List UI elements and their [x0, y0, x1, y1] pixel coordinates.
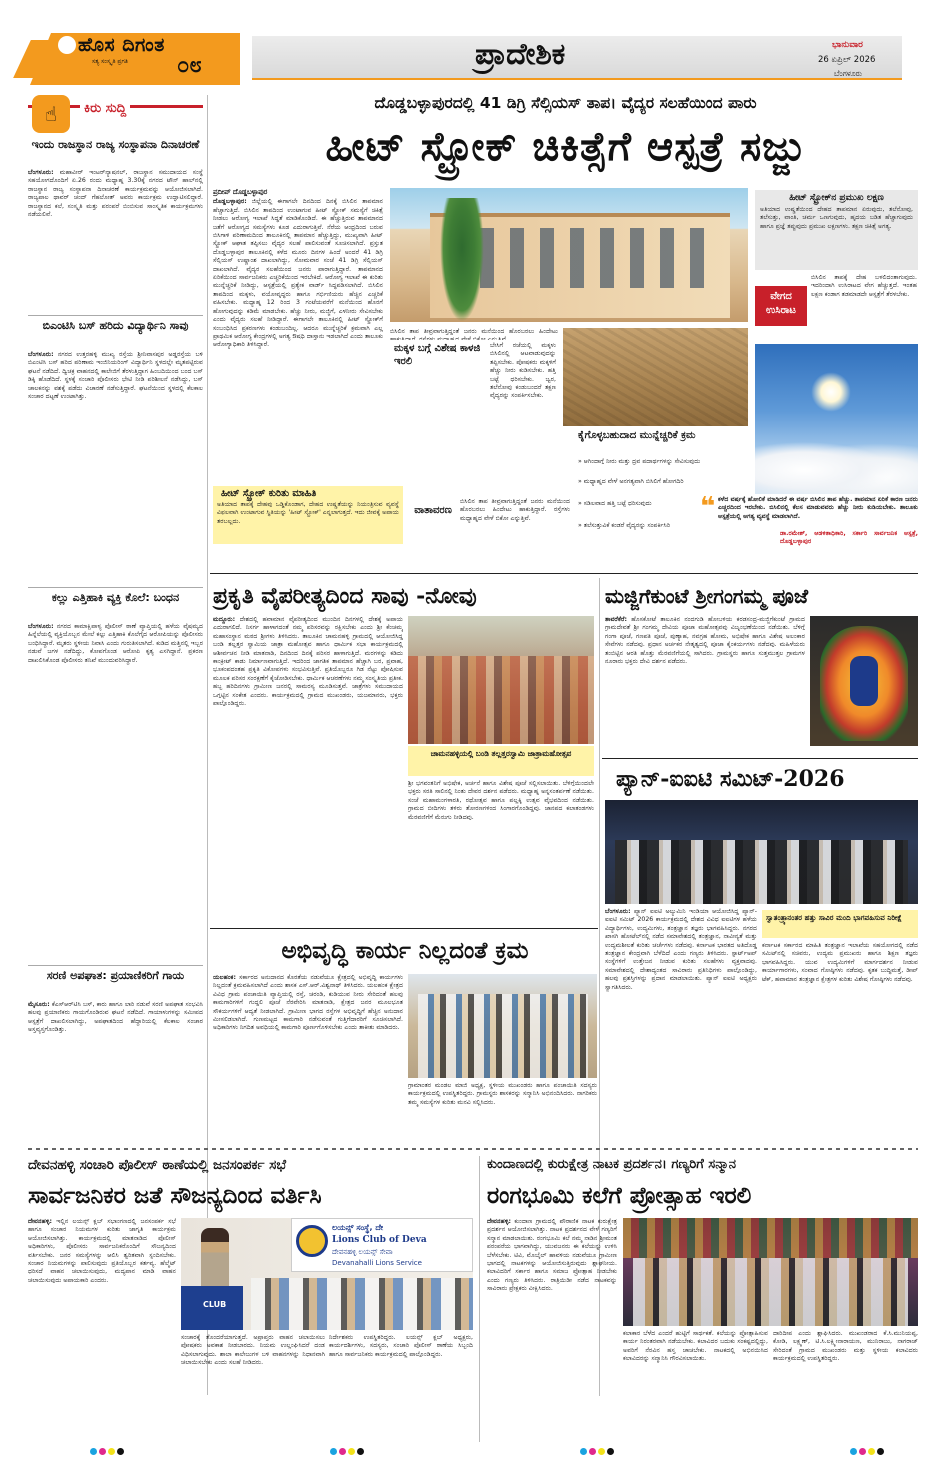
- story4-body: ಪ್ಯಾನ್ ಐಐಟಿ ಅಲ್ಯುಮಿನಿ ಇಂಡಿಯಾ ಆಯೋಜಿಸಿದ್ದ ಪ್ಯಾನ್-ಐಐಟಿ ಸಮಿಟ್ 2026 ಕಾರ್ಯಕ್ರಮದಲ್ಲಿ ದೇಶದ ವಿವಿಧ ಐಐಟಿಗಳ ಹಳೆಯ ವಿದ್ಯಾರ್ಥಿಗಳು, ಉದ್ಯಮಿಗಳು, ತಂತ್ರಜ್ಞಾನ ತಜ್ಞರು ಭಾಗವಹಿಸಿದ್ದರು. ನಗರದ ಖಾಸಗಿ ಹೋಟೆಲ್‌ನಲ್ಲಿ ನಡೆದ ಸಮಾವೇಶದಲ್ಲಿ ತಂತ್ರಜ್ಞಾನ, ನಾವೀನ್ಯತೆ ಮತ್ತು ಉದ್ಯಮಶೀಲತೆ ಕುರಿತು ಚರ್ಚೆಗಳು ನಡೆದವು. ಕರ್ನಾಟಕ ಭಾರತದ ಅತಿದೊಡ್ಡ ತಂತ್ರಜ್ಞಾನ ಕೇಂದ್ರವಾಗಿ ಬೆಳೆದಿದೆ ಎಂದು ಗಣ್ಯರು ತಿಳಿಸಿದರು. ಸ್ಟಾರ್ಟ್‌ಅಪ್ ಸಂಸ್ಥೆಗಳಿಗೆ ಉತ್ತೇಜನ ನೀಡುವ ಕುರಿತು ಸಲಹೆಗಳು ವ್ಯಕ್ತವಾದವು. ಸಮಾವೇಶದಲ್ಲಿ ದೇಶಾದ್ಯಂತದ ಸಾವಿರಾರು ಪ್ರತಿನಿಧಿಗಳು ಪಾಲ್ಗೊಂಡಿದ್ದು, ಹಲವು ಪ್ರಶಸ್ತಿಗಳನ್ನು ಪ್ರದಾನ ಮಾಡಲಾಯಿತು. ಪ್ಯಾನ್ ಐಐಟಿ ಅಧ್ಯಕ್ಷರು ಸ್ವಾಗತಿಸಿದರು.: [605, 908, 757, 991]
- festival-caption-text: ಚಾಮನಹಳ್ಳಿಯಲ್ಲಿ ಬಂಡಿ ತಲ್ಲತ್ತರಸ್ವಾಮಿ ಜಾತ್ರಾಮಹೋತ್ಸವ: [430, 749, 572, 758]
- lions-logo-icon: [296, 1225, 328, 1257]
- brief-2-title: ಬಿಎಂಟಿಸಿ ಬಸ್ ಹರಿದು ವಿದ್ಯಾರ್ಥಿನಿ ಸಾವು: [42, 319, 189, 332]
- summit-highlight-text: ಸ್ವಾತಂತ್ರ್ಯಾನಂತರ ಹತ್ತು ಸಾವಿರ ಮಂದಿ ಭಾಗವಹಿಸುವ ನಿರೀಕ್ಷೆ: [766, 913, 902, 922]
- black-dot: [877, 1448, 884, 1455]
- lead-byline: ಪ್ರದೀಪ್ ದೊಡ್ಡಬಳ್ಳಾಪುರ: [213, 188, 268, 196]
- brief-2-body: [28, 351, 203, 651]
- lead-dateline: ದೊಡ್ಡಬಳ್ಳಾಪುರ:: [213, 198, 247, 206]
- story3-body: ಹೊಸಕೋಟೆ ತಾಲೂಕಿನ ನಂದಗುಡಿ ಹೋಬಳಿಯ ಕರಡಸಂದ್ರ-ಮಜ್ಜಿಗೆಕುಂಟೆ ಗ್ರಾಮದ ಗ್ರಾಮದೇವತೆ ಶ್ರೀ ಗಂಗಮ್ಮ ದೇವಿಯ ಪೂಜಾ ಮಹೋತ್ಸವವು ವಿಜೃಂಭಣೆಯಿಂದ ನಡೆಯಿತು. ಬೆಳಿಗ್ಗೆ ಗಂಗಾ ಪೂಜೆ, ಗಣಪತಿ ಪೂಜೆ, ಪುಣ್ಯಾಹ, ನವಗ್ರಹ ಹೋಮ, ಅಭಿಷೇಕ ಹಾಗೂ ವಿಶೇಷ ಅಲಂಕಾರ ಸೇವೆಗಳು ನಡೆದವು. ಪ್ರಧಾನ ಅರ್ಚಕರ ನೇತೃತ್ವದಲ್ಲಿ ಪೂಜಾ ಕೈಂಕರ್ಯಗಳು ನಡೆದವು. ಮಹಿಳೆಯರು ತಂಬಿಟ್ಟಿನ ಆರತಿ ಹೊತ್ತು ಮೆರವಣಿಗೆಯಲ್ಲಿ ಸಾಗಿದರು. ಗ್ರಾಮಸ್ಥರು ಹಾಗೂ ಸುತ್ತಮುತ್ತಲ ಗ್ರಾಮಗಳ ನೂರಾರು ಭಕ್ತರು ದೇವಿ ದರ್ಶನ ಪಡೆದರು.: [605, 616, 805, 666]
- registration-marks-center2: [580, 1440, 616, 1459]
- brief-header: [28, 93, 203, 133]
- symptoms-body: ಅತಿಯಾದ ಉಷ್ಣತೆಯಿಂದ ದೇಹದ ತಾಪಮಾನ ಏರುವುದು, ತಲೆನೋವು, ತಲೆಸುತ್ತು, ವಾಂತಿ, ಚರ್ಮ ಒಣಗುವುದು, ಹೃದಯ ಬಡಿತ ಹೆಚ್ಚಾಗುವುದು ಹಾಗೂ ಪ್ರಜ್ಞೆ ತಪ್ಪುವುದು ಪ್ರಮುಖ ಲಕ್ಷಣಗಳು. ತಕ್ಷಣ ಚಿಕಿತ್ಸೆ ಅಗತ್ಯ.: [760, 206, 913, 230]
- clouds: [755, 434, 918, 494]
- festival-caption: [408, 746, 594, 776]
- quote-body: ಕಳೆದ ವರ್ಷಕ್ಕೆ ಹೋಲಿಕೆ ಮಾಡಿದರೆ ಈ ವರ್ಷ ಬಿಸಿಲಿನ ತಾಪ ಹೆಚ್ಚು. ತಾಪಮಾನ ಏರಿಕೆ ಕಾರಣ ಜನರು ಎಚ್ಚರದಿಂದ ಇರಬೇಕು. ಬಿಸಿಲಿನಲ್ಲಿ ಕೆಲಸ ಮಾಡುವವರು ಹೆಚ್ಚು ನೀರು ಕುಡಿಯಬೇಕು. ತಾಲೂಕು ಆಸ್ಪತ್ರೆಯಲ್ಲಿ ಅಗತ್ಯ ವ್ಯವಸ್ಥೆ ಮಾಡಲಾಗಿದೆ.: [718, 496, 918, 520]
- hospital-windows: [450, 228, 710, 288]
- story5-headline: ಅಭಿವೃದ್ಧಿ ಕಾರ್ಯ ನಿಲ್ಲದಂತೆ ಕ್ರಮ: [281, 937, 529, 964]
- story2-col1: [213, 616, 403, 926]
- brief-3-text: ನಗರದ ಕಾಮಾಕ್ಷಿಪಾಳ್ಯ ಪೊಲೀಸ್ ಠಾಣೆ ವ್ಯಾಪ್ತಿಯಲ್ಲಿ ಹಳೆಯ ವೈಷಮ್ಯದ ಹಿನ್ನೆಲೆಯಲ್ಲಿ ವ್ಯಕ್ತಿಯೊಬ್ಬನ ಮೇಲೆ ಕಲ್ಲು ಎತ್ತಿಹಾಕಿ ಕೊಲೆಗೈದ ಆರೋಪಿಯನ್ನು ಪೊಲೀಸರು ಬಂಧಿಸಿದ್ದಾರೆ. ಮೃತರು ಸ್ಥಳೀಯ ನಿವಾಸಿ ಎಂದು ಗುರುತಿಸಲಾಗಿದೆ. ಕುಡಿದ ಮತ್ತಿನಲ್ಲಿ ಇಬ್ಬರ ನಡುವೆ ಜಗಳ ನಡೆದಿದ್ದು, ಕೋಪಗೊಂಡ ಆರೋಪಿ ಕೃತ್ಯ ಎಸಗಿದ್ದಾನೆ. ಪ್ರಕರಣ ದಾಖಲಿಸಿಕೊಂಡ ಪೊಲೀಸರು ತನಿಖೆ ಮುಂದುವರಿಸಿದ್ದಾರೆ.: [28, 623, 203, 664]
- stage-backdrop: [623, 1218, 918, 1258]
- page-number: ೦೮: [177, 52, 202, 78]
- atmosphere-label: ವಾತಾವರಣ: [414, 505, 452, 516]
- lions-banner: [291, 1218, 473, 1272]
- brief-1-title: ಇಂದು ರಾಜಸ್ಥಾನ ರಾಜ್ಯ ಸಂಸ್ಥಾಪನಾ ದಿನಾಚರಣೆ: [31, 138, 200, 151]
- breathing-tag: [755, 272, 918, 344]
- info-box-title: ಹೀಟ್ ಸ್ಟ್ರೋಕ್ ಕುರಿತು ಮಾಹಿತಿ: [221, 488, 317, 499]
- yellow-dot: [868, 1448, 875, 1455]
- sun-icon: [811, 372, 851, 412]
- story2-dateline: ಮದ್ದೂರು:: [213, 616, 236, 623]
- brief-4-title: ಸರಣಿ ಅಪಘಾತ: ಪ್ರಯಾಣಿಕರಿಗೆ ಗಾಯ: [46, 969, 185, 982]
- story2-headline: ಪ್ರಕೃತಿ ವೈಪರೀತ್ಯದಿಂದ ಸಾವು -ನೋವು: [213, 583, 477, 609]
- story5-body: ಸರ್ಕಾರದ ಅನುದಾನದ ಕೊರತೆಯ ನಡುವೆಯೂ ಕ್ಷೇತ್ರದಲ್ಲಿ ಅಭಿವೃದ್ಧಿ ಕಾರ್ಯಗಳು ನಿಲ್ಲದಂತೆ ಕ್ರಮವಹಿಸಲಾಗಿದೆ ಎಂದು ಶಾಸಕ ಎಸ್.ಆರ್.ವಿಶ್ವನಾಥ್ ತಿಳಿಸಿದರು. ಯಲಹಂಕ ಕ್ಷೇತ್ರದ ವಿವಿಧ ಗ್ರಾಮ ಪಂಚಾಯಿತಿ ವ್ಯಾಪ್ತಿಯಲ್ಲಿ ರಸ್ತೆ, ಚರಂಡಿ, ಕುಡಿಯುವ ನೀರು ಸೇರಿದಂತೆ ಹಲವು ಕಾಮಗಾರಿಗಳಿಗೆ ಗುದ್ದಲಿ ಪೂಜೆ ನೆರವೇರಿಸಿ ಮಾತನಾಡಿ, ಕ್ಷೇತ್ರದ ಜನರ ಮೂಲಭೂತ ಸೌಕರ್ಯಗಳಿಗೆ ಆದ್ಯತೆ ನೀಡಲಾಗಿದೆ. ಗ್ರಾಮೀಣ ಭಾಗದ ರಸ್ತೆಗಳ ಅಭಿವೃದ್ಧಿಗೆ ಹೆಚ್ಚಿನ ಅನುದಾನ ಮೀಸಲಿಡಲಾಗಿದೆ. ಗುಣಮಟ್ಟದ ಕಾಮಗಾರಿ ನಡೆಸುವಂತೆ ಗುತ್ತಿಗೆದಾರರಿಗೆ ಸೂಚಿಸಲಾಗಿದೆ. ಅಧಿಕಾರಿಗಳು ನಿಗದಿತ ಅವಧಿಯಲ್ಲಿ ಕಾಮಗಾರಿ ಪೂರ್ಣಗೊಳಿಸಬೇಕು ಎಂದು ತಾಕೀತು ಮಾಡಿದರು.: [213, 974, 403, 1032]
- summit-people: [615, 840, 908, 904]
- brief-3-body: [28, 623, 203, 953]
- brief-3-title: ಕಲ್ಲು ಎತ್ತಿಹಾಕಿ ವ್ಯಕ್ತಿ ಕೊಲೆ: ಬಂಧನ: [51, 591, 180, 604]
- column-rule: [479, 1156, 480, 1442]
- lead-kicker: ದೊಡ್ಡಬಳ್ಳಾಪುರದಲ್ಲಿ 41 ಡಿಗ್ರಿ ಸೆಲ್ಸಿಯಸ್ ತಾಪ। ವೈದ್ಯರ ಸಲಹೆಯಿಂದ ಪಾರು: [374, 94, 757, 112]
- story7-dateline: ದೇವನಹಳ್ಳಿ:: [487, 1218, 511, 1225]
- brief-3-dateline: ಬೆಂಗಳೂರು:: [28, 623, 54, 630]
- black-dot: [117, 1448, 124, 1455]
- banner-line-2: Lions Club of Deva: [332, 1235, 427, 1245]
- summit-highlight: [762, 910, 918, 938]
- registration-marks-center: [330, 1440, 366, 1459]
- story6-col1: [28, 1218, 176, 1428]
- arrow-icon: »: [578, 478, 584, 485]
- section-rule: [210, 928, 598, 929]
- tree: [440, 198, 484, 322]
- breathing-tag-body: ಬಿಸಿಲಿನ ತಾಪಕ್ಕೆ ದೇಹ ಬಳಲಿದಂತಾಗುವುದು. ಇದರಿಂದಾಗಿ ಉಸಿರಾಟದ ವೇಗ ಹೆಚ್ಚುತ್ತದೆ. ಇಂತಹ ಲಕ್ಷಣ ಕಂಡಾಗ ತಡಮಾಡದೇ ಆಸ್ಪತ್ರೆಗೆ ತೆರಳಬೇಕು.: [811, 274, 917, 298]
- lead-body: ಜಿಲ್ಲೆಯಲ್ಲಿ ಈಗಾಗಲೇ ದಿನದಿಂದ ದಿನಕ್ಕೆ ಬಿಸಿಲಿನ ತಾಪಮಾನ ಹೆಚ್ಚಾಗುತ್ತಿದೆ. ಬಿಸಿಲಿನ ತಾಪದಿಂದ ಉಂಟಾಗುವ ಹೀಟ್ ಸ್ಟ್ರೋಕ್ ಸಮಸ್ಯೆಗೆ ಚಿಕಿತ್ಸೆ ನೀಡಲು ಆರೋಗ್ಯ ಇಲಾಖೆ ಸಿದ್ಧತೆ ಮಾಡಿಕೊಂಡಿದೆ. ಈ ಹೆಚ್ಚುತ್ತಿರುವ ತಾಪಮಾನದ ಜತೆಗೆ ಆರೋಗ್ಯದ ಸಮಸ್ಯೆಗಳು ಕೂಡ ಎದುರಾಗುತ್ತಿವೆ. ನೆರೆಯ ಆಂಧ್ರದಿಂದ ಬರುವ ಬಿಸಿಗಾಳಿ ಪರಿಣಾಮದಿಂದ ತಾಲೂಕಿನಲ್ಲಿ ತಾಪಮಾನ ಹೆಚ್ಚುತ್ತಿದ್ದು, ಮುಖ್ಯವಾಗಿ ಹೀಟ್ ಸ್ಟ್ರೋಕ್ ಆಘಾತ ತಪ್ಪಿಸಲು ವೈದ್ಯರ ಸಲಹೆ ಪಾಲಿಸುವಂತೆ ಸೂಚಿಸಲಾಗಿದೆ. ಪ್ರಸ್ತುತ ದೊಡ್ಡಬಳ್ಳಾಪುರ ತಾಲೂಕಿನಲ್ಲಿ ಕಳೆದ ಮೂರು ದಿನಗಳ ಹಿಂದೆ ಅಂದರೆ 41 ಡಿಗ್ರಿ ಸೆಲ್ಸಿಯಸ್ ಉಷ್ಣಾಂಶ ದಾಖಲಾಗಿದ್ದು, ಸೋಮವಾರ ಸಂಜೆ 41 ಡಿಗ್ರಿ ಸೆಲ್ಸಿಯಸ್ ದಾಖಲಾಗಿದೆ. ವೈದ್ಯರ ಸಲಹೆಯಿಂದ ಜನರು ಪಾರಾಗುತ್ತಿದ್ದಾರೆ. ತಾಪಮಾನದ ಏರಿಕೆಯಿಂದ ಸಾರ್ವಜನಿಕರು ಎಚ್ಚರಿಕೆಯಿಂದ ಇರಬೇಕಿದೆ. ಆರೋಗ್ಯ ಇಲಾಖೆ ಈ ಕುರಿತು ಮುನ್ನೆಚ್ಚರಿಕೆ ನೀಡಿದ್ದು, ಆಸ್ಪತ್ರೆಯಲ್ಲಿ ಪ್ರತ್ಯೇಕ ವಾರ್ಡ್ ಸಿದ್ಧಪಡಿಸಲಾಗಿದೆ. ಬಿಸಿಲಿನ ತಾಪದಿಂದ ಮಕ್ಕಳು, ವಯೋವೃದ್ಧರು ಹಾಗೂ ಗರ್ಭಿಣಿಯರು ಹೆಚ್ಚಿನ ಎಚ್ಚರಿಕೆ ವಹಿಸಬೇಕು. ಮಧ್ಯಾಹ್ನ 12 ರಿಂದ 3 ಗಂಟೆಯವರೆಗೆ ಮನೆಯಿಂದ ಹೊರಗೆ ಹೋಗುವುದನ್ನು ಕಡಿಮೆ ಮಾಡಬೇಕು. ಹೆಚ್ಚು ನೀರು, ಮಜ್ಜಿಗೆ, ಎಳನೀರು ಸೇವಿಸಬೇಕು ಎಂದು ವೈದ್ಯರು ಸಲಹೆ ನೀಡಿದ್ದಾರೆ. ಈಗಾಗಲೇ ತಾಲೂಕಿನಲ್ಲಿ ಹೀಟ್ ಸ್ಟ್ರೋಕ್‌ಗೆ ಸಂಬಂಧಿಸಿದ ಪ್ರಕರಣಗಳು ಕಂಡುಬಂದಿಲ್ಲ. ಆದರೂ ಮುನ್ನೆಚ್ಚರಿಕೆ ಕ್ರಮವಾಗಿ ಎಲ್ಲ ಪ್ರಾಥಮಿಕ ಆರೋಗ್ಯ ಕೇಂದ್ರಗಳಲ್ಲಿ ಅಗತ್ಯ ಔಷಧಿ ದಾಸ್ತಾನು ಇಡಲಾಗಿದೆ ಎಂದು ತಾಲೂಕು ಆರೋಗ್ಯಾಧಿಕಾರಿ ತಿಳಿಸಿದ್ದಾರೆ.: [213, 198, 383, 349]
- logo-emblem-icon: [58, 36, 76, 54]
- police-meeting-photo: [181, 1218, 473, 1330]
- logo-tagline: ಸತ್ಯ ಸಂಸ್ಕೃತಿ ಪ್ರಗತಿ: [92, 58, 128, 65]
- masthead: [0, 0, 945, 86]
- registration-marks-right: [850, 1440, 886, 1459]
- story7-col3: ದಾರಿದೀಪ ಎಂದು ಶ್ಲಾಘಿಸಿದರು. ಮುಖಂಡರಾದ ಕೆ.ಸಿ.ಮುನಿಯಪ್ಪ, ಕೋಡಿ, ಲಕ್ಷ್ಮಣ್, ಟಿ.ಸಿ.ಲಕ್ಷ್ಮೀನಾರಾಯಣ, ಮುನಿರಾಜು, ನಾಗರಾಜ್ ಸೇರಿದಂತೆ ಗ್ರಾಮದ ಮುಖಂಡರು ಮತ್ತು ಸ್ಥಳೀಯ ಕಲಾವಿದರು ಕಾರ್ಯಕ್ರಮದಲ್ಲಿ ಉಪಸ್ಥಿತರಿದ್ದರು.: [773, 1330, 918, 1363]
- arrow-icon: »: [578, 522, 584, 529]
- cyan-dot: [330, 1448, 337, 1455]
- magenta-dot: [339, 1448, 346, 1455]
- story6-dateline: ದೇವನಹಳ್ಳಿ:: [28, 1218, 52, 1225]
- registration-marks-left: [90, 1440, 126, 1459]
- brief-4-body: [28, 1001, 203, 1171]
- seated-officials: [251, 1278, 473, 1330]
- brief-1-body: [28, 169, 203, 307]
- yellow-dot: [108, 1448, 115, 1455]
- brief-2-dateline: ಬೆಂಗಳೂರು:: [28, 351, 54, 358]
- black-dot: [607, 1448, 614, 1455]
- story4-headline: ಪ್ಯಾನ್-ಐಐಟಿ ಸಮಿಟ್-2026: [616, 766, 845, 792]
- banner-line-3: Devanahalli Lions Service: [332, 1259, 422, 1267]
- quote-attribution: ಡಾ.ರಮೇಶ್, ಆಡಳಿತಾಧಿಕಾರಿ, ಸರ್ಕಾರಿ ಸಾರ್ವಜನಿಕ ಆಸ್ಪತ್ರೆ, ದೊಡ್ಡಬಳ್ಳಾಪುರ: [780, 530, 918, 546]
- cyan-dot: [850, 1448, 857, 1455]
- arrow-icon: »: [578, 500, 584, 507]
- story2-col2: ಶ್ರೀ ಭಗವಂತನಿಗೆ ಅಭಿಷೇಕ, ಅರ್ಚನೆ ಹಾಗೂ ವಿಶೇಷ ಪೂಜೆ ಸಲ್ಲಿಸಲಾಯಿತು. ಬೆಳಿಗ್ಗೆಯಿಂದಲೇ ಭಕ್ತರು ಸರತಿ ಸಾಲಿನಲ್ಲಿ ನಿಂತು ದೇವರ ದರ್ಶನ ಪಡೆದರು. ಮಧ್ಯಾಹ್ನ ಅನ್ನಸಂತರ್ಪಣೆ ನಡೆಯಿತು. ಸಂಜೆ ಮಹಾಮಂಗಳಾರತಿ, ರಥೋತ್ಸವ ಹಾಗೂ ಪಲ್ಲಕ್ಕಿ ಉತ್ಸವ ವೈಭವದಿಂದ ನಡೆಯಿತು. ಗ್ರಾಮದ ಬೀದಿಗಳು ತಳಿರು ತೋರಣಗಳಿಂದ ಸಿಂಗಾರಗೊಂಡಿದ್ದವು. ಜಾನಪದ ಕಲಾತಂಡಗಳು ಮೆರವಣಿಗೆಗೆ ಮೆರುಗು ನೀಡಿದವು.: [408, 780, 594, 821]
- yellow-dot: [598, 1448, 605, 1455]
- section-title: ಪ್ರಾದೇಶಿಕ: [475, 37, 566, 72]
- brief-4-dateline: ಮೈಸೂರು:: [28, 1001, 50, 1008]
- divider: [28, 965, 203, 966]
- story3-body-block: [605, 616, 805, 754]
- magenta-dot: [99, 1448, 106, 1455]
- cyan-dot: [580, 1448, 587, 1455]
- pointing-hand-icon: ☝: [32, 95, 70, 133]
- divider: [28, 587, 203, 588]
- brief-1-text: ಮಹಾವೀರ್ ಇಂಟರ್‌ನ್ಯಾಷನಲ್, ರಾಜಸ್ಥಾನ ಸಮುದಾಯದ ಸಂಸ್ಥೆ ಸಹಯೋಗದೊಂದಿಗೆ ಏ.26 ರಂದು ಮಧ್ಯಾಹ್ನ 3.30ಕ್ಕೆ ನಗರದ ಟೌನ್ ಹಾಲ್‌ನಲ್ಲಿ ರಾಜಸ್ಥಾನ ರಾಜ್ಯ ಸಂಸ್ಥಾಪನಾ ದಿನಾಚರಣೆ ಕಾರ್ಯಕ್ರಮವನ್ನು ಆಯೋಜಿಸಲಾಗಿದೆ. ರಾಜ್ಯಪಾಲ ಥಾವರ್ ಚಂದ್ ಗೆಹಲೋತ್ ಅವರು ಕಾರ್ಯಕ್ರಮ ಉದ್ಘಾಟಿಸಲಿದ್ದಾರೆ. ರಾಜಸ್ಥಾನದ ಕಲೆ, ಸಂಸ್ಕೃತಿ ಮತ್ತು ಪರಂಪರೆ ಬಿಂಬಿಸುವ ಸಾಂಸ್ಕೃತಿಕ ಕಾರ್ಯಕ್ರಮಗಳು ನಡೆಯಲಿವೆ.: [28, 169, 203, 219]
- brief-4-text: ಕೆಎಸ್‌ಆರ್‌ಟಿಸಿ ಬಸ್, ಕಾರು ಹಾಗೂ ಲಾರಿ ನಡುವೆ ಸರಣಿ ಅಪಘಾತ ಸಂಭವಿಸಿ ಹಲವು ಪ್ರಯಾಣಿಕರು ಗಾಯಗೊಂಡಿರುವ ಘಟನೆ ನಡೆದಿದೆ. ಗಾಯಾಳುಗಳನ್ನು ಸಮೀಪದ ಆಸ್ಪತ್ರೆಗೆ ದಾಖಲಿಸಲಾಗಿದ್ದು, ಅಪಘಾತದಿಂದ ಹೆದ್ದಾರಿಯಲ್ಲಿ ಕೆಲಕಾಲ ಸಂಚಾರ ಅಸ್ತವ್ಯಸ್ತಗೊಂಡಿತ್ತು.: [28, 1001, 203, 1034]
- precaution-item: » ಸಡಿಲವಾದ ಹತ್ತಿ ಬಟ್ಟೆ ಧರಿಸುವುದು: [578, 500, 652, 507]
- issue-date: 26 ಏಪ್ರಿಲ್ 2026: [818, 55, 876, 65]
- precautions-title: ಕೈಗೊಳ್ಳಬಹುದಾದ ಮುನ್ನೆಚ್ಚರಿಕೆ ಕ್ರಮ: [578, 430, 696, 441]
- story5-col2: ಗ್ರಾಮಾಂತರ ಮಂಡಲ ಮಾಜಿ ಅಧ್ಯಕ್ಷ, ಸ್ಥಳೀಯ ಮುಖಂಡರು ಹಾಗೂ ಪಂಚಾಯಿತಿ ಸದಸ್ಯರು ಕಾರ್ಯಕ್ರಮದಲ್ಲಿ ಉಪಸ್ಥಿತರಿದ್ದರು. ಗ್ರಾಮಸ್ಥರು ಶಾಸಕರನ್ನು ಸನ್ಮಾನಿಸಿ ಅಭಿನಂದಿಸಿದರು. ನಾಗರಿಕರು ತಮ್ಮ ಸಮಸ್ಯೆಗಳ ಕುರಿತು ಮನವಿ ಸಲ್ಲಿಸಿದರು.: [408, 1082, 597, 1106]
- felicitated-guests: [633, 1258, 908, 1326]
- section-banner: [252, 36, 902, 80]
- development-photo: [408, 974, 597, 1078]
- cyan-dot: [90, 1448, 97, 1455]
- precaution-item: » ಆಗಿಂದಾಗ್ಗೆ ನೀರು ಮತ್ತು ದ್ರವ ಪದಾರ್ಥಗಳನ್ನು ಸೇವಿಸುವುದು: [578, 458, 701, 465]
- festival-photo: [408, 616, 594, 744]
- story7-col2: ಕಲಾಕಾರ ಬೆಳೆದ ಎಂದರೆ ಹುಟ್ಟಿಗೆ ಸಾರ್ಥಕತೆ. ಕಲೆಯನ್ನು ಪ್ರೋತ್ಸಾಹಿಸುವ ಕಾರ್ಯ ನಿರಂತರವಾಗಿ ನಡೆಯಬೇಕು. ಕಲಾವಿದರ ಬದುಕು ಸಂಕಷ್ಟದಲ್ಲಿದ್ದು, ಅವರಿಗೆ ನೆರವಿನ ಹಸ್ತ ಚಾಚಬೇಕು. ನಾಟಕದಲ್ಲಿ ಅಭಿನಯಿಸಿದ ಕಲಾವಿದರನ್ನು ಸನ್ಮಾನಿಸಿ ಗೌರವಿಸಲಾಯಿತು.: [623, 1330, 768, 1363]
- brief-1-dateline: ಬೆಂಗಳೂರು:: [28, 169, 54, 176]
- brief-header-title: ಕಿರು ಸುದ್ದಿ: [80, 101, 130, 116]
- section-rule: [210, 573, 918, 574]
- breathing-tag-label: ವೇಗದ ಉಸಿರಾಟ: [755, 286, 807, 326]
- precaution-item: » ತಲೆಸುತ್ತುವಿಕೆ ಕಂಡರೆ ವೈದ್ಯರನ್ನು ಸಂಪರ್ಕಿಸಿರಿ: [578, 522, 671, 529]
- info-box-body: ಅತಿಯಾದ ತಾಪಕ್ಕೆ ದೇಹವು ಒಡ್ಡಿಕೊಂಡಾಗ, ದೇಹದ ಉಷ್ಣತೆಯನ್ನು ನಿಯಂತ್ರಿಸುವ ವ್ಯವಸ್ಥೆ ವಿಫಲವಾಗಿ ಉಂಟಾಗುವ ಸ್ಥಿತಿಯನ್ನು 'ಹೀಟ್ ಸ್ಟ್ರೋಕ್' ಎನ್ನಲಾಗುತ್ತದೆ. ಇದು ಜೀವಕ್ಕೆ ಅಪಾಯ ತರಬಲ್ಲದು.: [217, 501, 399, 525]
- story7-body: ಕುಂದಾಣ ಗ್ರಾಮದಲ್ಲಿ ಪೌರಾಣಿಕ ನಾಟಕ ಕುರುಕ್ಷೇತ್ರ ಪ್ರದರ್ಶನ ಆಯೋಜಿಸಲಾಗಿತ್ತು. ನಾಟಕ ಪ್ರದರ್ಶನದ ವೇಳೆ ಗಣ್ಯರಿಗೆ ಸನ್ಮಾನ ಮಾಡಲಾಯಿತು. ರಂಗಭೂಮಿ ಕಲೆ ನಮ್ಮ ನಾಡಿನ ಶ್ರೀಮಂತ ಪರಂಪರೆಯ ಭಾಗವಾಗಿದ್ದು, ಯುವಜನರು ಈ ಕಲೆಯನ್ನು ಉಳಿಸಿ ಬೆಳೆಸಬೇಕು. ಟಿವಿ, ಮೊಬೈಲ್ ಹಾವಳಿಯ ನಡುವೆಯೂ ಗ್ರಾಮೀಣ ಭಾಗದಲ್ಲಿ ನಾಟಕಗಳನ್ನು ಆಯೋಜಿಸುತ್ತಿರುವುದು ಶ್ಲಾಘನೀಯ. ಕಲಾವಿದರಿಗೆ ಸರ್ಕಾರ ಹಾಗೂ ಸಮಾಜ ಪ್ರೋತ್ಸಾಹ ನೀಡಬೇಕು ಎಂದು ಗಣ್ಯರು ತಿಳಿಸಿದರು. ರಾತ್ರಿಯಿಡೀ ನಡೆದ ನಾಟಕವನ್ನು ಸಾವಿರಾರು ಪ್ರೇಕ್ಷಕರು ವೀಕ್ಷಿಸಿದರು.: [487, 1218, 617, 1293]
- story2-body: ದೇಶದಲ್ಲಿ ಹವಾಮಾನ ವೈಪರೀತ್ಯದಿಂದ ಮುಂದಿನ ದಿನಗಳಲ್ಲಿ ದೇಶಕ್ಕೆ ಅಪಾಯ ಎದುರಾಗಲಿದೆ. ನಿಸರ್ಗ ಹಾಳಾಗದಂತೆ ನಮ್ಮ ಪರಿಸರವನ್ನು ರಕ್ಷಿಸಬೇಕು ಎಂದು ಶ್ರೀ ಕೆಂಚಮ್ಮ ಮಹಾಸಂಸ್ಥಾನ ಮಠದ ಶ್ರೀಗಳು ತಿಳಿಸಿದರು. ತಾಲೂಕಿನ ಚಾಮನಹಳ್ಳಿ ಗ್ರಾಮದಲ್ಲಿ ಆಯೋಜಿಸಿದ್ದ ಬಂಡಿ ತಲ್ಲತ್ತರ ಸ್ವಾಮಿಯ ಜಾತ್ರಾ ಮಹೋತ್ಸವ ಹಾಗೂ ಧಾರ್ಮಿಕ ಸಭಾ ಕಾರ್ಯಕ್ರಮದಲ್ಲಿ ಆಶೀರ್ವಚನ ನೀಡಿ ಮಾತನಾಡಿ, ದಿನದಿಂದ ದಿನಕ್ಕೆ ಪರಿಸರ ಹಾಳಾಗುತ್ತಿದೆ. ಮರಗಳನ್ನು ಕಡಿದು ಕಾಂಕ್ರೀಟ್ ಕಾಡು ನಿರ್ಮಾಣವಾಗುತ್ತಿದೆ. ಇದರಿಂದ ಜಾಗತಿಕ ತಾಪಮಾನ ಹೆಚ್ಚಾಗಿ ಬರ, ಪ್ರವಾಹ, ಭೂಕಂಪದಂತಹ ಪ್ರಕೃತಿ ವಿಕೋಪಗಳು ಸಂಭವಿಸುತ್ತಿವೆ. ಪ್ರತಿಯೊಬ್ಬರೂ ಗಿಡ ನೆಟ್ಟು ಪೋಷಿಸುವ ಮೂಲಕ ಪರಿಸರ ಸಂರಕ್ಷಣೆಗೆ ಕೈಜೋಡಿಸಬೇಕು. ಧಾರ್ಮಿಕ ಆಚರಣೆಗಳು ನಮ್ಮ ಸಂಸ್ಕೃತಿಯ ಪ್ರತೀಕ. ಹಬ್ಬ ಹರಿದಿನಗಳು ಗ್ರಾಮೀಣ ಜನರಲ್ಲಿ ಸಾಮರಸ್ಯ ಮೂಡಿಸುತ್ತವೆ. ಜಾತ್ರೆಗಳು ಸಮುದಾಯದ ಒಗ್ಗಟ್ಟಿನ ಸಂಕೇತ ಎಂದರು. ಕಾರ್ಯಕ್ರಮದಲ್ಲಿ ಗ್ರಾಮದ ಮುಖಂಡರು, ಯಜಮಾನರು, ಭಕ್ತರು ಪಾಲ್ಗೊಂಡಿದ್ದರು.: [213, 616, 403, 708]
- section-rule: [602, 758, 918, 759]
- story6: [28, 1156, 473, 1446]
- children-care-body: ಬೇಸಿಗೆ ರಜೆಯಲ್ಲಿ ಮಕ್ಕಳು ಬಿಸಿಲಿನಲ್ಲಿ ಆಟವಾಡುವುದನ್ನು ತಪ್ಪಿಸಬೇಕು. ಪೋಷಕರು ಮಕ್ಕಳಿಗೆ ಹೆಚ್ಚು ನೀರು ಕುಡಿಸಬೇಕು. ಹತ್ತಿ ಬಟ್ಟೆ ಧರಿಸಬೇಕು. ಜ್ವರ, ತಲೆನೋವು ಕಂಡುಬಂದರೆ ತಕ್ಷಣ ವೈದ್ಯರನ್ನು ಸಂಪರ್ಕಿಸಬೇಕು.: [490, 342, 556, 400]
- story6-body: ಇಲ್ಲಿನ ಲಯನ್ಸ್ ಕ್ಲಬ್ ಸಭಾಂಗಣದಲ್ಲಿ ಜನಸಂಪರ್ಕ ಸಭೆ ಹಾಗೂ ಸಂಚಾರ ನಿಯಮಗಳ ಕುರಿತು ಜಾಗೃತಿ ಕಾರ್ಯಕ್ರಮ ಆಯೋಜಿಸಲಾಗಿತ್ತು. ಕಾರ್ಯಕ್ರಮದಲ್ಲಿ ಮಾತನಾಡಿದ ಪೊಲೀಸ್ ಅಧಿಕಾರಿಗಳು, ಪೊಲೀಸರು ಸಾರ್ವಜನಿಕರೊಂದಿಗೆ ಸೌಜನ್ಯದಿಂದ ವರ್ತಿಸಬೇಕು. ಜನರ ಸಮಸ್ಯೆಗಳನ್ನು ಆಲಿಸಿ ತ್ವರಿತವಾಗಿ ಸ್ಪಂದಿಸಬೇಕು. ಸಂಚಾರ ನಿಯಮಗಳನ್ನು ಪಾಲಿಸುವುದು ಪ್ರತಿಯೊಬ್ಬರ ಕರ್ತವ್ಯ. ಹೆಲ್ಮೆಟ್ ಧರಿಸದೆ ವಾಹನ ಚಲಾಯಿಸುವುದು, ಮದ್ಯಪಾನ ಮಾಡಿ ವಾಹನ ಚಲಾಯಿಸುವುದು ಅಪಾಯಕಾರಿ ಎಂದರು.: [28, 1218, 176, 1284]
- story4-dateline: ಬೆಂಗಳೂರು:: [605, 908, 631, 915]
- lead-body-cont: ಬಿಸಿಲಿನ ತಾಪ ತೀವ್ರವಾಗುತ್ತಿದ್ದಂತೆ ಜನರು ಮನೆಯಿಂದ ಹೊರಬರಲು ಹಿಂದೇಟು: [390, 328, 558, 335]
- divider: [28, 315, 203, 316]
- logo-text: ಹೊಸ ದಿಗಂತ: [78, 34, 165, 56]
- banner-line-4: ದೇವನಹಳ್ಳಿ ಲಯನ್ಸ್ ಸೇವಾ: [332, 1248, 393, 1256]
- lead-byline-block: [213, 188, 383, 488]
- issue-city: ಬೆಂಗಳೂರು: [834, 69, 863, 78]
- sky-photo: [755, 344, 918, 494]
- officials-group: [418, 994, 588, 1078]
- story6-col2: ಸಂಚಾರಕ್ಕೆ ತೊಂದರೆಯಾಗುತ್ತದೆ. ಅಪ್ರಾಪ್ತರು ವಾಹನ ಚಲಾಯಿಸಲು ಪೋಷಕರು ಅವಕಾಶ ನೀಡಬಾರದು. ನಿಯಮ ಉಲ್ಲಂಘಿಸಿದರೆ ದಂಡ ವಿಧಿಸಲಾಗುವುದು. ಶಾಲಾ ಕಾಲೇಜುಗಳ ಬಳಿ ವಾಹನಗಳನ್ನು ನಿಧಾನವಾಗಿ ಚಲಾಯಿಸಬೇಕು ಎಂದು ಸಲಹೆ ನೀಡಿದರು.: [181, 1334, 325, 1367]
- issue-day: ಭಾನುವಾರ: [832, 40, 863, 50]
- story7-headline: ರಂಗಭೂಮಿ ಕಲೆಗೆ ಪ್ರೋತ್ಸಾಹ ಇರಲಿ: [487, 1182, 752, 1209]
- podium-text: CLUB: [203, 1300, 227, 1309]
- atmosphere-body: ಬಿಸಿಲಿನ ತಾಪ ತೀವ್ರವಾಗುತ್ತಿದ್ದಂತೆ ಜನರು ಮನೆಯಿಂದ ಹೊರಬರಲು ಹಿಂದೇಟು ಹಾಕುತ್ತಿದ್ದಾರೆ. ರಸ್ತೆಗಳು ಮಧ್ಯಾಹ್ನದ ವೇಳೆ ಬಿಕೋ ಎನ್ನುತ್ತಿವೆ.: [460, 498, 570, 522]
- story5-dateline: ಯಲಹಂಕ:: [213, 974, 236, 981]
- story3-headline: ಮಜ್ಜಿಗೆಕುಂಟೆ ಶ್ರೀಗಂಗಮ್ಮ ಪೂಜೆ: [605, 584, 809, 608]
- story6-headline: ಸಾರ್ವಜನಿಕರ ಜತೆ ಸೌಜನ್ಯದಿಂದ ವರ್ತಿಸಿ: [28, 1182, 322, 1209]
- goddess-photo: [810, 616, 918, 746]
- story6-kicker: ದೇವನಹಳ್ಳಿ ಸಂಚಾರಿ ಪೊಲೀಸ್ ಠಾಣೆಯಲ್ಲಿ ಜನಸಂಪರ್ಕ ಸಭೆ: [28, 1157, 287, 1173]
- black-dot: [357, 1448, 364, 1455]
- story7-col1: [487, 1218, 617, 1428]
- story7: [487, 1156, 918, 1446]
- lead-headline: ಹೀಟ್ ಸ್ಟ್ರೋಕ್ ಚಿಕಿತ್ಸೆಗೆ ಆಸ್ಪತ್ರೆ ಸಜ್ಜು: [325, 123, 806, 170]
- symptoms-title: ಹೀಟ್ ಸ್ಟ್ರೋಕ್‌ನ ಪ್ರಮುಖ ಲಕ್ಷಣ: [789, 193, 884, 203]
- summit-photo: [605, 800, 918, 904]
- precaution-item: » ಮಧ್ಯಾಹ್ನದ ವೇಳೆ ಅನಗತ್ಯವಾಗಿ ಬಿಸಿಲಿಗೆ ಹೋಗದಿರಿ: [578, 478, 684, 485]
- crowd: [408, 656, 594, 744]
- info-box: [213, 486, 403, 544]
- magenta-dot: [859, 1448, 866, 1455]
- doctor-quote: [700, 492, 918, 546]
- symptoms-box: [755, 190, 918, 270]
- idol: [850, 656, 878, 706]
- arrow-icon: »: [578, 458, 584, 465]
- children-care-box: [390, 340, 558, 488]
- dry-field-photo: [563, 328, 748, 426]
- story7-kicker: ಕುಂದಾಣದಲ್ಲಿ ಕುರುಕ್ಷೇತ್ರ ನಾಟಕ ಪ್ರದರ್ಶನ। ಗಣ್ಯರಿಗೆ ಸನ್ಮಾನ: [487, 1157, 737, 1172]
- magenta-dot: [589, 1448, 596, 1455]
- story6-col3: ನಿರ್ದೇಶಕರು ಉಪಸ್ಥಿತರಿದ್ದರು. ಲಯನ್ಸ್ ಕ್ಲಬ್ ಅಧ್ಯಕ್ಷರು, ಕಾರ್ಯದರ್ಶಿಗಳು, ಸದಸ್ಯರು, ಸಂಚಾರಿ ಪೊಲೀಸ್ ಠಾಣೆಯ ಸಿಬ್ಬಂದಿ ಹಾಗೂ ಸಾರ್ವಜನಿಕರು ಕಾರ್ಯಕ್ರಮದಲ್ಲಿ ಪಾಲ್ಗೊಂಡಿದ್ದರು.: [329, 1334, 473, 1358]
- yellow-dot: [348, 1448, 355, 1455]
- story3-dateline: ತಾವರೆಕೆರೆ:: [605, 616, 627, 623]
- banner-line-1: ಲಯನ್ಸ್ ಸಂಸ್ಥೆ, ದೇ: [332, 1223, 384, 1232]
- story4-col2: ಕರ್ನಾಟಕ ಸರ್ಕಾರದ ಮಾಹಿತಿ ತಂತ್ರಜ್ಞಾನ ಇಲಾಖೆಯ ಸಹಯೋಗದಲ್ಲಿ ನಡೆದ ಸಮಿಟ್‌ನಲ್ಲಿ ಸಚಿವರು, ಉದ್ಯಮ ಪ್ರಮುಖರು ಹಾಗೂ ಶಿಕ್ಷಣ ತಜ್ಞರು ಭಾಗವಹಿಸಿದ್ದರು. ಯುವ ಉದ್ಯಮಿಗಳಿಗೆ ಮಾರ್ಗದರ್ಶನ ನೀಡುವ ಕಾರ್ಯಾಗಾರಗಳು, ಸಂವಾದ ಗೋಷ್ಠಿಗಳು ನಡೆದವು. ಕೃತಕ ಬುದ್ಧಿಮತ್ತೆ, ಡೀಪ್ ಟೆಕ್, ಹವಾಮಾನ ತಂತ್ರಜ್ಞಾನ ಕ್ಷೇತ್ರಗಳ ಕುರಿತು ವಿಶೇಷ ಗೋಷ್ಠಿಗಳು ನಡೆದವು.: [762, 942, 918, 983]
- drama-felicitation-photo: [623, 1218, 918, 1326]
- atmosphere-box: [410, 498, 570, 544]
- field-texture: [563, 328, 748, 426]
- podium: [181, 1286, 243, 1330]
- brief-2-text: ನಗರದ ಉತ್ತರಹಳ್ಳಿ ಮುಖ್ಯ ರಸ್ತೆಯ ಶ್ರೀನಿವಾಸಪುರ ಅಡ್ಡರಸ್ತೆಯ ಬಳಿ ಬಿಎಂಟಿಸಿ ಬಸ್ ಹರಿದ ಪರಿಣಾಮ ಇಂಜಿನಿಯರಿಂಗ್ ವಿದ್ಯಾರ್ಥಿನಿ ಸ್ಥಳದಲ್ಲೇ ಮೃತಪಟ್ಟಿರುವ ಘಟನೆ ನಡೆದಿದೆ. ದ್ವಿಚಕ್ರ ವಾಹನದಲ್ಲಿ ಕಾಲೇಜಿಗೆ ತೆರಳುತ್ತಿದ್ದಾಗ ಹಿಂಬದಿಯಿಂದ ಬಂದ ಬಸ್ ಡಿಕ್ಕಿ ಹೊಡೆದಿದೆ. ಸ್ಥಳಕ್ಕೆ ಸಂಚಾರಿ ಪೊಲೀಸರು ಭೇಟಿ ನೀಡಿ ಪರಿಶೀಲನೆ ನಡೆಸಿದ್ದು, ಬಸ್ ಚಾಲಕನನ್ನು ವಶಕ್ಕೆ ಪಡೆದು ವಿಚಾರಣೆ ನಡೆಸುತ್ತಿದ್ದಾರೆ. ಘಟನೆಯಿಂದ ಸ್ಥಳದಲ್ಲಿ ಕೆಲಕಾಲ ಸಂಚಾರ ದಟ್ಟಣೆ ಉಂಟಾಗಿತ್ತು.: [28, 351, 203, 401]
- hospital-photo: [390, 188, 748, 322]
- children-care-title: ಮಕ್ಕಳ ಬಗ್ಗೆ ವಿಶೇಷ ಕಾಳಜಿ ಇರಲಿ: [394, 343, 481, 367]
- bottom-section-rule: [28, 1148, 918, 1150]
- quote-mark-icon: ❝: [700, 492, 716, 522]
